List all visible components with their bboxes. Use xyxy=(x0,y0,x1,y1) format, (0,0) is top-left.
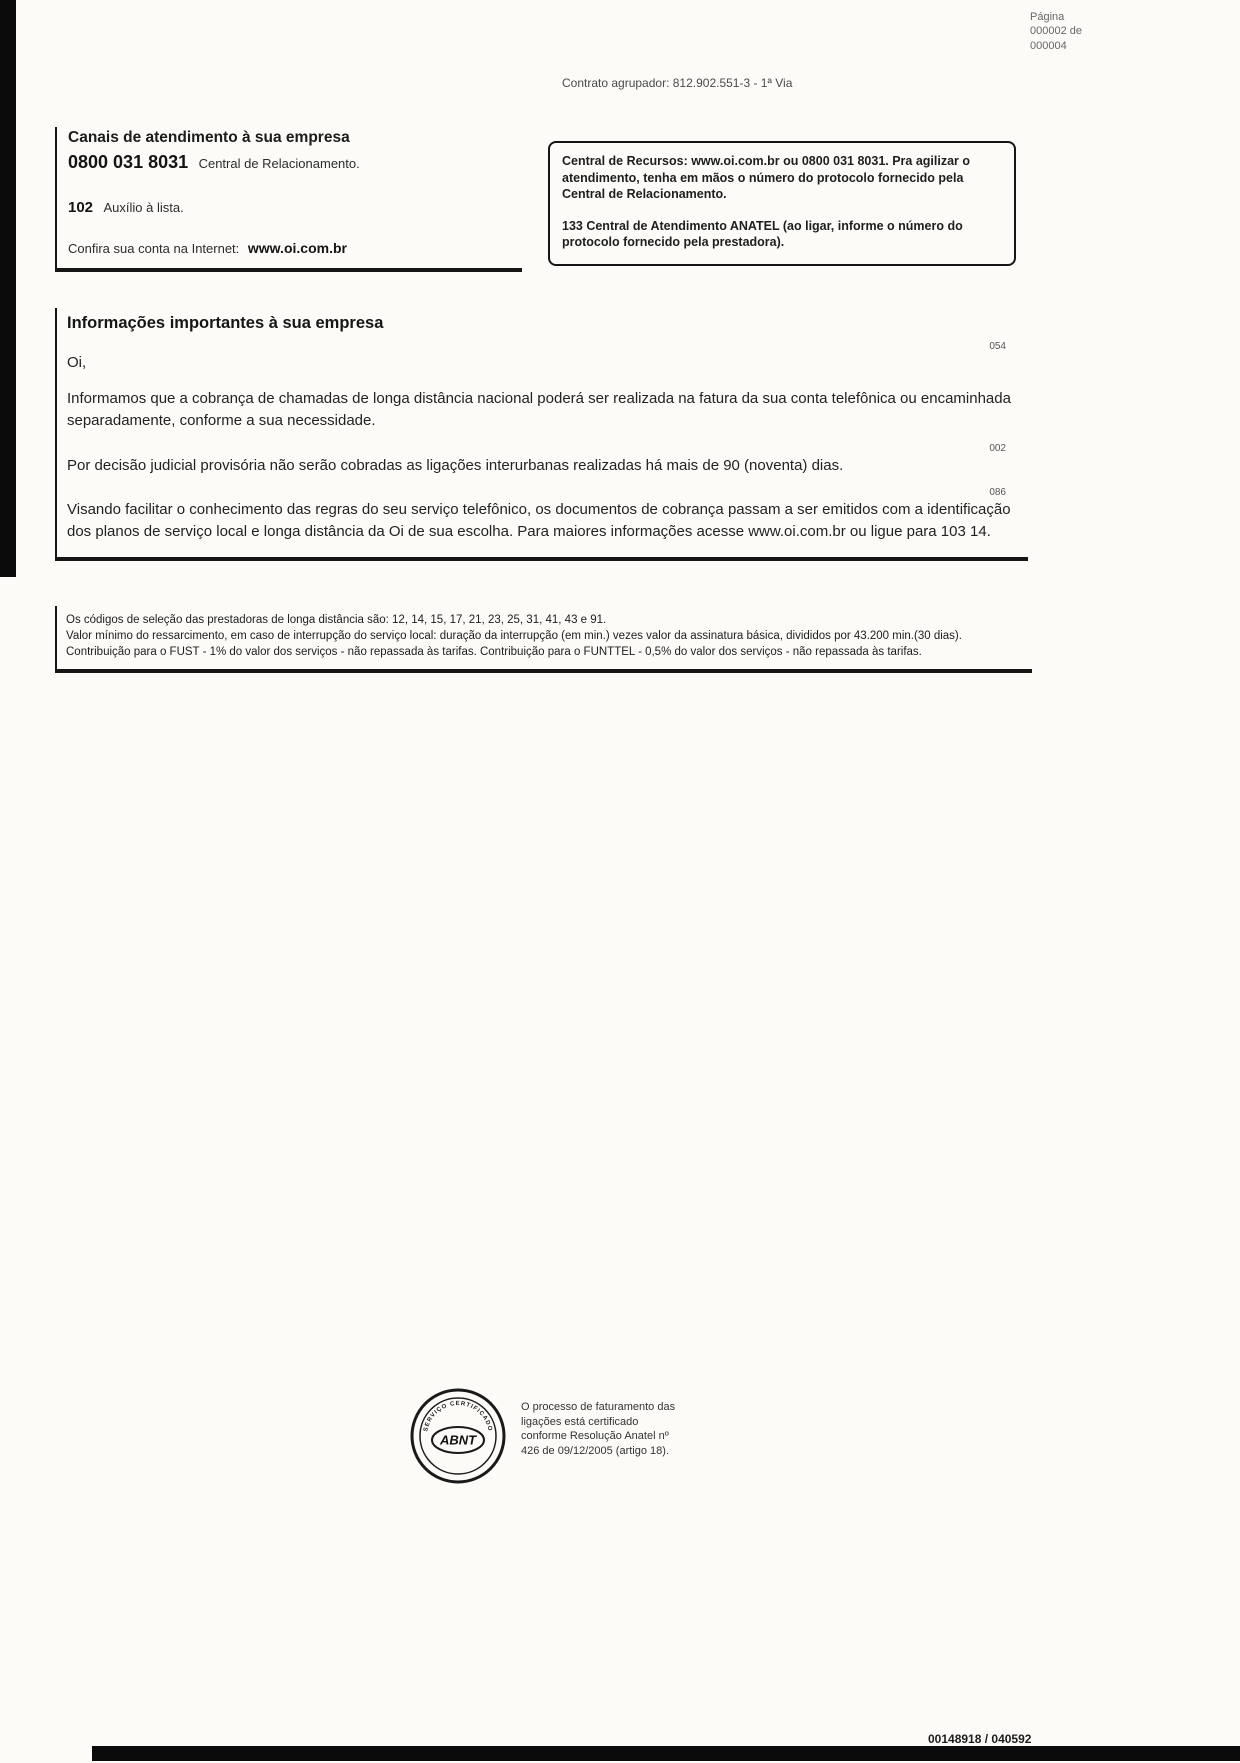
scan-left-edge-artifact xyxy=(0,0,16,577)
internet-row xyxy=(68,240,522,256)
resources-box xyxy=(548,141,1016,266)
important-info-section xyxy=(55,308,1028,561)
fine-print-line: Valor mínimo do ressarcimento, em caso de interrupção do serviço local: duração da interrupção (em min.) vezes valor da assinatura básica, divididos por 43.200 min.(30 dias). xyxy=(66,630,962,643)
page-indicator-number: 000002 de xyxy=(1030,25,1082,38)
info-message xyxy=(67,486,1028,543)
message-code: 086 xyxy=(989,487,1006,499)
main-phone-desc: Central de Relacionamento. xyxy=(198,156,360,171)
contract-aggregator-line: Contrato agrupador: 812.902.551-3 - 1ª Via xyxy=(562,76,793,90)
message-code: 054 xyxy=(989,341,1006,352)
resources-paragraph-1: Central de Recursos: www.oi.com.br ou 0800 031 8031. Pra agilizar o atendimento, tenha em mãos o número do protocolo fornecido pela Central de Relacionamento. xyxy=(562,154,971,201)
internet-label: Confira sua conta na Internet: xyxy=(68,241,240,256)
main-phone-number: 0800 031 8031 xyxy=(68,152,189,172)
info-message xyxy=(67,442,1028,477)
contact-channels-title: Canais de atendimento à sua empresa xyxy=(68,129,350,146)
page-indicator-total: 000004 xyxy=(1030,39,1067,52)
certification-text: O processo de faturamento das ligações está certificado conforme Resolução Anatel nº 426 de 09/12/2005 (artigo 18). xyxy=(521,1401,676,1457)
info-message xyxy=(67,340,1028,432)
certification-block xyxy=(408,1386,681,1486)
scan-bottom-edge-artifact xyxy=(92,1746,1240,1761)
message-text: Por decisão judicial provisória não serão cobradas as ligações interurbanas realizadas há mais de 90 (noventa) dias. xyxy=(67,456,844,474)
list-assistance-desc: Auxílio à lista. xyxy=(103,200,184,215)
internet-url: www.oi.com.br xyxy=(247,240,347,256)
abnt-logo-text: ABNT xyxy=(439,1432,477,1448)
abnt-ring-text: SERVIÇO CERTIFICADO xyxy=(423,1400,493,1433)
fine-print-box xyxy=(55,606,1032,673)
page-indicator xyxy=(1030,10,1082,53)
fine-print-line: Os códigos de seleção das prestadoras de longa distância são: 12, 14, 15, 17, 21, 23, 25, 31, 41, 43 e 91. xyxy=(66,614,607,626)
list-assistance-number: 102 xyxy=(68,199,94,216)
message-greeting: Oi, xyxy=(67,354,87,371)
abnt-certification-logo-icon xyxy=(408,1386,508,1486)
message-text: Visando facilitar o conhecimento das regras do seu serviço telefônico, os documentos de cobrança passam a ser emitidos com a identificação dos planos de serviço local e longa distância da Oi de sua escolha. Para maiores informações acesse www.oi.com.br ou ligue para 103 14. xyxy=(67,501,1011,540)
resources-paragraph-2: 133 Central de Atendimento ANATEL (ao ligar, informe o número do protocolo fornecido pela prestadora). xyxy=(562,218,963,249)
fine-print-line: Contribuição para o FUST - 1% do valor dos serviços - não repassada às tarifas. Contribuição para o FUNTTEL - 0,5% do valor dos serviços - não repassada às tarifas. xyxy=(66,646,922,659)
message-text: Informamos que a cobrança de chamadas de longa distância nacional poderá ser realizada na fatura da sua conta telefônica ou encaminhada separadamente, conforme a sua necessidade. xyxy=(67,390,1011,429)
important-info-title: Informações importantes à sua empresa xyxy=(67,314,384,332)
contact-channels-box xyxy=(55,127,522,272)
main-phone-row xyxy=(68,152,522,173)
message-code: 002 xyxy=(989,442,1006,454)
page-indicator-label: Página xyxy=(1030,11,1065,23)
document-code: 00148918 / 040592 xyxy=(928,1732,1032,1746)
list-assistance-row xyxy=(68,199,522,217)
